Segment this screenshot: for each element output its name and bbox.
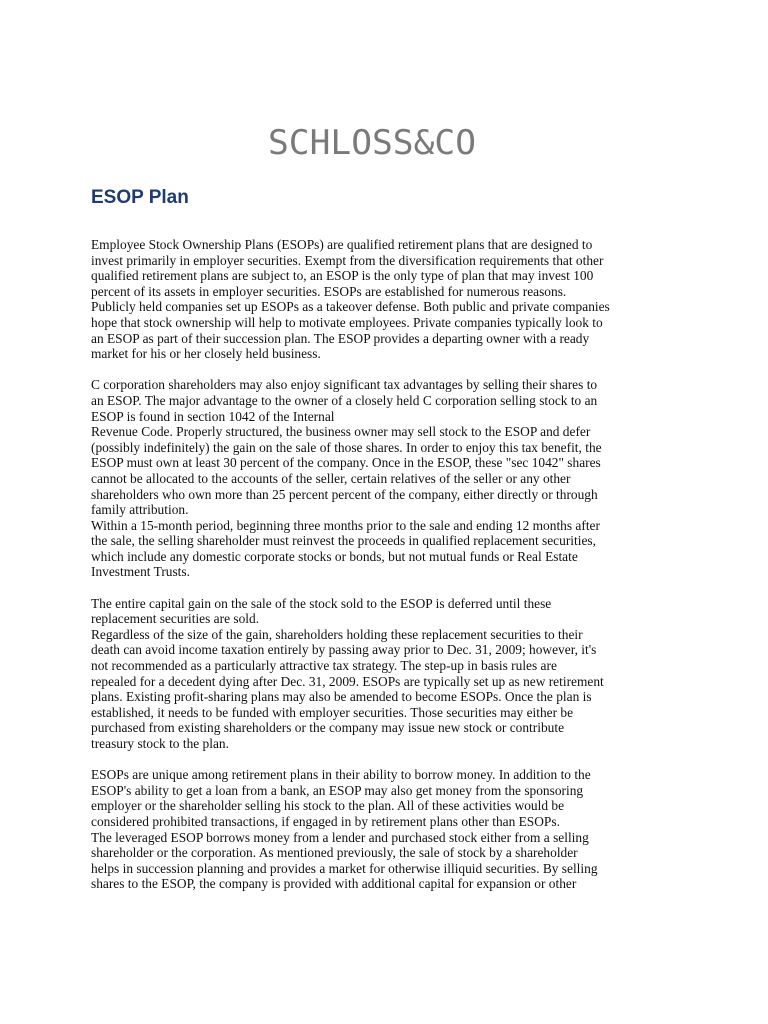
text-line: invest primarily in employer securities. Exempt from the diversification requirements that other <box>91 252 604 268</box>
paragraph <box>91 767 691 892</box>
text-line: plans. Existing profit-sharing plans may also be amended to become ESOPs. Once the plan is <box>91 689 592 705</box>
text-line: treasury stock to the plan. <box>91 736 229 751</box>
paragraph-gap <box>91 580 691 596</box>
text-line: (possibly indefinitely) the gain on the sale of those shares. In order to enjoy this tax benefit, the <box>91 439 602 455</box>
text-line: purchased from existing shareholders or the company may issue new stock or contribute <box>91 720 565 736</box>
text-line: not recommended as a particularly attractive tax strategy. The step-up in basis rules are <box>91 658 557 674</box>
text-line: The leveraged ESOP borrows money from a lender and purchased stock either from a selling <box>91 829 589 845</box>
document-title: ESOP Plan <box>91 187 189 208</box>
text-line: Revenue Code. Properly structured, the business owner may sell stock to the ESOP and defer <box>91 424 591 440</box>
logo-text: SCHLOSS&CO <box>268 125 476 157</box>
text-line: Publicly held companies set up ESOPs as a takeover defense. Both public and private companies <box>91 299 610 315</box>
paragraph <box>91 237 691 362</box>
text-line: Employee Stock Ownership Plans (ESOPs) are qualified retirement plans that are designed to <box>91 237 593 252</box>
text-line: ESOPs are unique among retirement plans in their ability to borrow money. In addition to the <box>91 767 591 783</box>
text-line: employer or the shareholder selling his stock to the plan. All of these activities would be <box>91 798 565 814</box>
text-line: an ESOP. The major advantage to the owner of a closely held C corporation selling stock to an <box>91 392 598 408</box>
text-line: hope that stock ownership will help to motivate employees. Private companies typically look to <box>91 314 603 330</box>
text-line: replacement securities are sold. <box>91 611 260 627</box>
text-line: ESOP must own at least 30 percent of the company. Once in the ESOP, these "sec 1042" shares <box>91 455 601 471</box>
text-line: established, it needs to be funded with employer securities. Those securities may either be <box>91 704 574 720</box>
text-line: percent of its assets in employer securities. ESOPs are established for numerous reasons. <box>91 283 567 299</box>
text-line: death can avoid income taxation entirely by passing away prior to Dec. 31, 2009; however, it's <box>91 642 597 658</box>
text-line: helps in succession planning and provides a market for otherwise illiquid securities. By selling <box>91 860 598 876</box>
text-line: shareholders who own more than 25 percent percent of the company, either directly or through <box>91 486 598 502</box>
schloss-co-logo <box>268 125 478 157</box>
text-line: Investment Trusts. <box>91 564 190 580</box>
text-line: Regardless of the size of the gain, shareholders holding these replacement securities to their <box>91 626 583 642</box>
text-line: C corporation shareholders may also enjoy significant tax advantages by selling their shares to <box>91 377 598 393</box>
text-line: Within a 15-month period, beginning three months prior to the sale and ending 12 months after <box>91 517 600 533</box>
paragraph-gap <box>91 362 691 378</box>
text-line: an ESOP as part of their succession plan. The ESOP provides a departing owner with a ready <box>91 330 590 346</box>
text-line: The entire capital gain on the sale of the stock sold to the ESOP is deferred until these <box>91 595 552 611</box>
text-line: the sale, the selling shareholder must reinvest the proceeds in qualified replacement securities, <box>91 533 596 549</box>
text-line: which include any domestic corporate stocks or bonds, but not mutual funds or Real Estate <box>91 548 578 564</box>
text-line: shares to the ESOP, the company is provided with additional capital for expansion or other <box>91 876 577 892</box>
text-line: family attribution. <box>91 502 189 518</box>
text-line: repealed for a decedent dying after Dec. 31, 2009. ESOPs are typically set up as new retirement <box>91 673 604 689</box>
text-line: cannot be allocated to the accounts of the seller, certain relatives of the seller or any other <box>91 470 571 486</box>
paragraph-gap <box>91 752 691 768</box>
logo-wordmark <box>268 125 478 157</box>
text-line: ESOP is found in section 1042 of the Internal <box>91 408 335 424</box>
paragraph <box>91 596 691 752</box>
text-line: qualified retirement plans are subject to, an ESOP is the only type of plan that may invest 100 <box>91 268 594 284</box>
text-line: shareholder or the corporation. As mentioned previously, the sale of stock by a shareholder <box>91 845 578 861</box>
text-line: market for his or her closely held business. <box>91 346 321 362</box>
document-body <box>91 237 691 892</box>
paragraph <box>91 377 691 580</box>
text-line: ESOP's ability to get a loan from a bank, an ESOP may also get money from the sponsoring <box>91 782 584 798</box>
text-line: considered prohibited transactions, if engaged in by retirement plans other than ESOPs. <box>91 813 560 829</box>
